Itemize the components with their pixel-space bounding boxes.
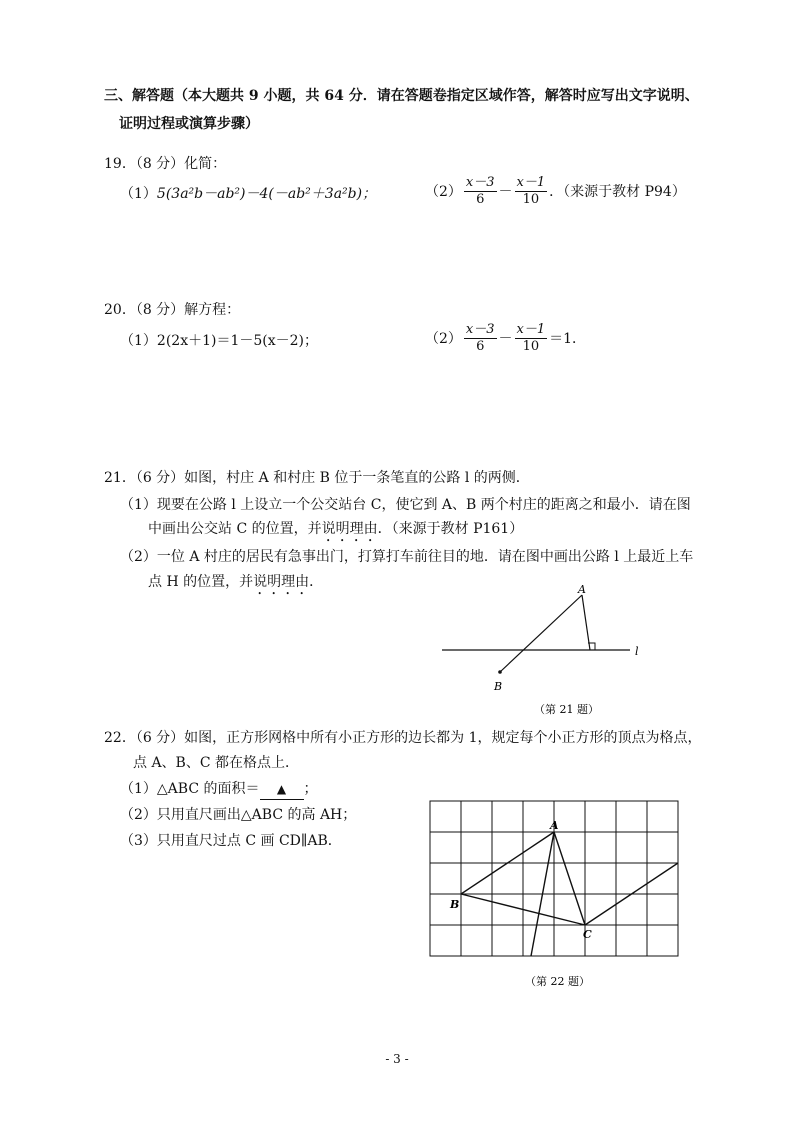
point-B — [498, 670, 502, 674]
label-B: B — [494, 680, 503, 693]
section-heading-cont: 证明过程或演算步骤） — [119, 116, 259, 132]
q20-number: 20． — [104, 302, 136, 318]
page-number: - 3 - — [385, 1052, 409, 1066]
q19-part1-label: （1） — [120, 186, 157, 202]
q20-fraction-1 — [464, 322, 497, 355]
q22-part2: （2）只用直尺画出△ABC 的高 AH； — [120, 807, 357, 823]
q20-frac2-den: 10 — [522, 339, 540, 354]
q22-part1 — [120, 779, 318, 800]
q21-intro: （6 分）如图，村庄 A 和村庄 B 位于一条笔直的公路 l 的两侧． — [135, 470, 530, 486]
q22-part3: （3）只用直尺过点 C 画 CD∥AB． — [120, 833, 342, 849]
q19-frac1-den: 6 — [476, 192, 485, 207]
q21-part2-text-a: 点 H 的位置，并 — [148, 574, 254, 590]
q20-part2-tail: ＝1． — [549, 330, 587, 347]
q20-frac2-num: x－1 — [516, 322, 546, 337]
label-A-22: A — [550, 819, 559, 832]
q21-part1-text-b: ．（来源于教材 P161） — [377, 521, 524, 537]
caption-22: （第 22 题） — [525, 975, 590, 988]
q19-intro: （8 分）化简： — [135, 156, 227, 172]
q21-part2-line1: （2）一位 A 村庄的居民有急事出门，打算打车前往目的地．请在图中画出公路 l 上最近上车 — [120, 549, 694, 565]
q19-part2-label: （2） — [425, 183, 462, 200]
q19-fraction-1 — [464, 175, 497, 208]
q20-part2-label: （2） — [425, 330, 462, 347]
q19-part1-expr: 5(3a²b－ab²)－4(－ab²＋3a²b)； — [156, 186, 377, 202]
q21-part2-emphasis: 说明理由 — [253, 574, 310, 590]
q19-part1 — [120, 184, 376, 204]
q21-header — [104, 468, 530, 488]
q21-part2-line2 — [148, 572, 323, 598]
q20-part1-expr: 2(2x＋1)＝1－5(x－2)； — [156, 333, 319, 349]
answer-blank: ▲ — [260, 779, 304, 800]
q19-frac2-den: 10 — [522, 192, 540, 207]
segment-AB — [500, 595, 582, 672]
q22-part1-text: （1）△ABC 的面积＝ — [120, 781, 260, 797]
label-A: A — [578, 585, 586, 596]
side-AC — [554, 832, 585, 925]
figure-21 — [430, 585, 660, 720]
q21-part1-text-a: 中画出公交站 C 的位置，并 — [148, 521, 322, 537]
label-l: l — [635, 645, 639, 658]
q19-part2-tail: ．（来源于教材 P94） — [549, 183, 686, 200]
q20-part2 — [425, 322, 586, 355]
q21-part1-line2 — [148, 519, 523, 545]
q20-minus: － — [498, 330, 513, 347]
q19-header — [104, 154, 226, 174]
q20-fraction-2 — [515, 322, 548, 355]
q21-number: 21． — [104, 470, 136, 486]
q19-fraction-2 — [515, 175, 548, 208]
q22-intro: （6 分）如图，正方形网格中所有小正方形的边长都为 1，规定每个小正方形的顶点为格点， — [135, 730, 702, 746]
q19-frac1-num: x－3 — [465, 175, 495, 190]
q21-part1-line1: （1）现要在公路 l 上设立一个公交站台 C，使它到 A、B 两个村庄的距离之和最小．请在图 — [120, 497, 691, 513]
q19-frac2-num: x－1 — [516, 175, 546, 190]
q22-header — [104, 728, 702, 748]
q20-frac1-den: 6 — [476, 339, 485, 354]
section-heading: 三、解答题（本大题共 9 小题，共 64 分．请在答题卷指定区域作答，解答时应写出文字说明、 — [104, 88, 699, 104]
figure-22 — [420, 795, 700, 995]
q21-part1-emphasis: 说明理由 — [321, 521, 378, 537]
q22-part1-tail: ； — [303, 781, 318, 797]
q22-intro2: 点 A、B、C 都在格点上． — [133, 755, 300, 771]
q22-number: 22． — [104, 730, 136, 746]
q19-part2 — [425, 175, 686, 208]
q19-minus: － — [498, 183, 513, 200]
q20-header — [104, 300, 240, 320]
label-C-22: C — [583, 928, 592, 941]
q20-intro: （8 分）解方程： — [135, 302, 241, 318]
label-B-22: B — [450, 898, 460, 911]
q19-number: 19． — [104, 156, 136, 172]
caption-21: （第 21 题） — [534, 703, 599, 716]
q20-frac1-num: x－3 — [465, 322, 495, 337]
q20-part1 — [120, 331, 318, 351]
q21-part2-text-b: ． — [309, 574, 324, 590]
perpendicular-A — [582, 595, 590, 650]
q20-part1-label: （1） — [120, 333, 157, 349]
